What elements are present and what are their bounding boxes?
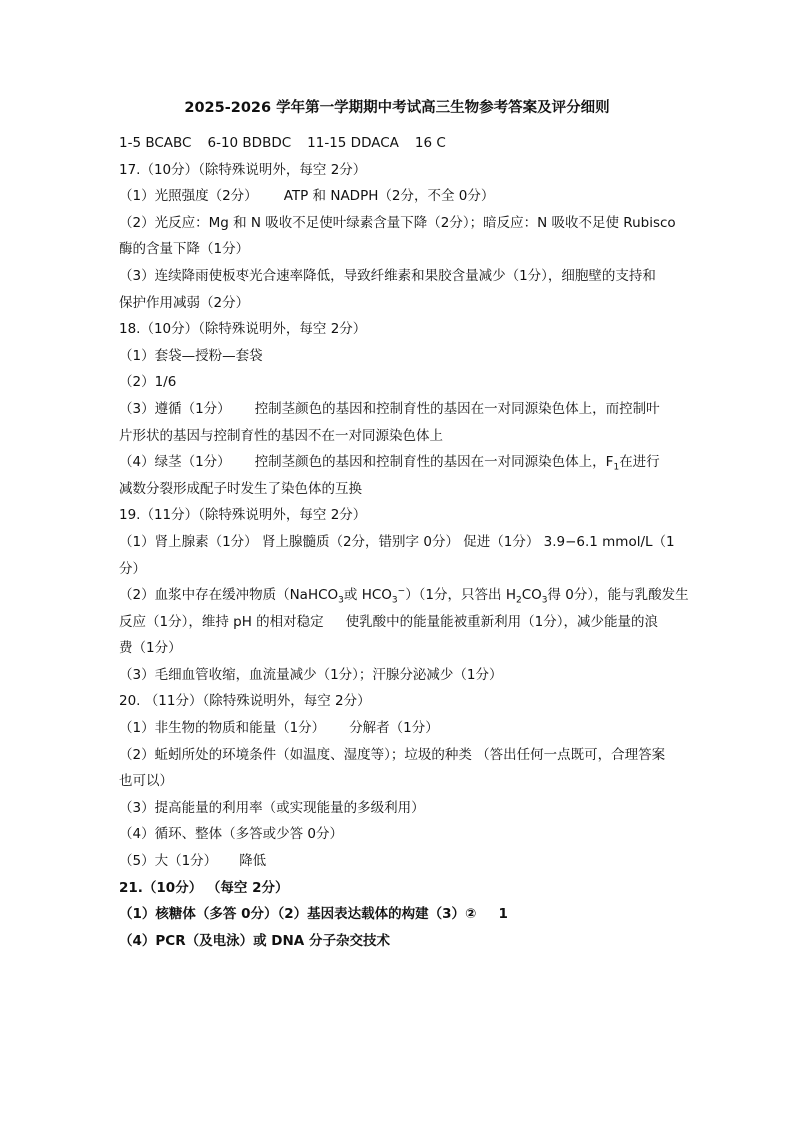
q18-heading: 18.（10分）（除特殊说明外，每空 2分）: [119, 321, 367, 338]
q19-text: 得 0分），能与乳酸发生: [547, 587, 689, 604]
q20-answer-2a: （2）蚯蚓所处的环境条件（如温度、湿度等）；垃圾的种类 （答出任何一点既可，合理答案: [119, 746, 666, 763]
q18-answer-3b: 控制茎颜色的基因和控制育性的基因在一对同源染色体上，而控制叶: [254, 400, 660, 417]
q17-answer-1: [119, 183, 679, 210]
q18-answer-4: [119, 449, 679, 476]
q18-answer-2: （2）1/6: [119, 374, 177, 391]
superscript: −: [397, 586, 406, 597]
subscript: 3: [541, 595, 548, 606]
q20-answer-3: （3）提高能量的利用率（或实现能量的多级利用）: [119, 799, 425, 816]
page-title: 2025-2026 学年第一学期期中考试高三生物参考答案及评分细则: [184, 100, 610, 116]
subscript: 1: [613, 462, 620, 473]
q19-heading: 19.（11分）（除特殊说明外，每空 2分）: [119, 507, 367, 524]
q19-answer-2: [119, 582, 689, 609]
q17-answer-3b: 保护作用减弱（2分）: [119, 294, 250, 311]
q17-heading: 17.（10分）（除特殊说明外，每空 2分）: [119, 161, 367, 178]
q21-answer-2: （4）PCR（及电泳）或 DNA 分子杂交技术: [119, 932, 390, 949]
q21-heading: 21.（10分） （每空 2分）: [119, 879, 289, 896]
q18-answer-3c: 片形状的基因与控制育性的基因不在一对同源染色体上: [119, 427, 443, 444]
q18-answer-1: （1）套袋—授粉—套袋: [119, 347, 263, 364]
subscript: 3: [338, 595, 344, 606]
q21-answer-1: [119, 901, 679, 928]
q18-answer-3a: （3）遵循（1分）: [119, 400, 231, 417]
choice-16: 16 C: [414, 135, 446, 151]
choice-1-5: 1-5 BCABC: [119, 135, 192, 151]
q18-answer-4a: （4）绿茎（1分）: [119, 454, 231, 471]
q19-text: 反应（1分），维持 pH 的相对稳定: [119, 613, 324, 630]
q19-answer-2h: 费（1分）: [119, 640, 182, 657]
subscript: 2: [515, 595, 522, 606]
q21-answer-1a: （1）核糖体（多答 0分）（2）基因表达载体的构建（3）②: [119, 906, 477, 923]
choice-11-15: 11-15 DDACA: [307, 135, 399, 151]
q17-answer-3a: （3）连续降雨使板枣光合速率降低，导致纤维素和果胶含量减少（1分），细胞壁的支持和: [119, 267, 656, 284]
answer-content: [119, 130, 689, 954]
q19-answer-3: （3）毛细血管收缩，血流量减少（1分）；汗腺分泌减少（1分）: [119, 666, 503, 683]
q19-text: （2）血浆中存在缓冲物质（NaHCO: [119, 587, 339, 604]
q18-answer-4b: 控制茎颜色的基因和控制育性的基因在一对同源染色体上，F: [254, 454, 614, 471]
q19-answer-2f: [119, 609, 679, 636]
q17-answer-1b: ATP 和 NADPH（2分，不全 0分）: [283, 188, 495, 205]
q20-answer-2b: 也可以）: [119, 773, 173, 790]
choice-6-10: 6-10 BDBDC: [207, 135, 292, 151]
q19-answer-1: （1）肾上腺素（1分） 肾上腺髓质（2分，错别字 0分） 促进（1分） 3.9−6.1 mmol/L（1: [119, 533, 675, 550]
choice-answers: [119, 130, 679, 157]
q17-answer-2b: 酶的含量下降（1分）: [119, 241, 250, 258]
q18-answer-4d: 减数分裂形成配子时发生了染色体的互换: [119, 480, 362, 497]
q19-text: 或 HCO: [343, 587, 392, 604]
q20-answer-1b: 分解者（1分）: [349, 720, 439, 737]
q20-answer-1: [119, 715, 679, 742]
q20-answer-1a: （1）非生物的物质和能量（1分）: [119, 720, 326, 737]
q19-answer-1b: 分）: [119, 560, 146, 577]
q20-heading: 20. （11分）（除特殊说明外，每空 2分）: [119, 693, 371, 710]
q17-answer-2a: （2）光反应：Mg 和 N 吸收不足使叶绿素含量下降（2分）；暗反应：N 吸收不足使 Rubisco: [119, 214, 676, 231]
q19-text: ）（1分，只答出 H: [405, 587, 516, 604]
q18-answer-3: [119, 396, 679, 423]
q20-answer-4: （4）循环、整体（多答或少答 0分）: [119, 826, 343, 843]
q20-answer-5: [119, 848, 679, 875]
q21-answer-1b: 1: [498, 906, 508, 923]
q20-answer-5b: 降低: [239, 853, 267, 870]
q19-text: 使乳酸中的能量能被重新利用（1分），减少能量的浪: [345, 613, 658, 630]
q17-answer-1a: （1）光照强度（2分）: [119, 188, 258, 205]
q19-text: CO: [521, 587, 542, 604]
subscript: 3: [391, 595, 398, 606]
q18-answer-4c: 在进行: [619, 454, 660, 471]
q20-answer-5a: （5）大（1分）: [119, 853, 218, 870]
